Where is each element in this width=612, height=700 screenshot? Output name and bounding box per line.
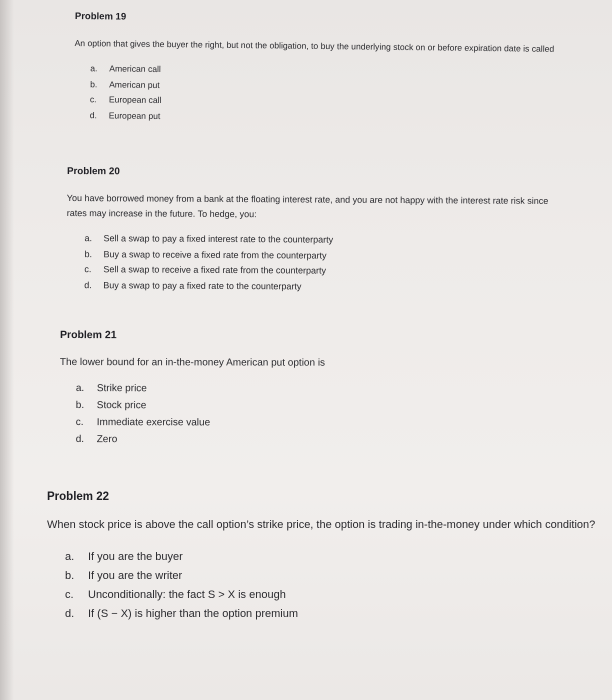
option-text: Sell a swap to receive a fixed rate from the counterparty [103,264,327,276]
option-letter: d. [65,608,75,620]
answer-option-d [65,605,597,624]
option-letter: c. [75,417,84,429]
option-text: Unconditionally: the fact S > X is enough [88,589,286,601]
problem-title: Problem 19 [74,11,127,23]
option-letter: a. [75,383,85,395]
problem-title: Problem 20 [66,166,120,178]
option-text: American call [109,63,161,75]
page-shadow [0,0,14,700]
option-letter: a. [90,63,98,74]
option-letter: b. [90,78,98,89]
option-text: Strike price [96,383,147,395]
problem-question: When stock price is above the call option’s strike price, the option is trading in-the-money under which condition? [47,519,596,531]
answer-option-b [65,567,597,586]
problem-title: Problem 21 [59,329,117,342]
option-letter: a. [65,551,75,563]
problem-title: Problem 22 [47,491,109,503]
answer-option-c [76,414,560,432]
option-text: If (S − X) is higher than the option premium [88,608,299,620]
answer-option-a [65,548,597,567]
option-text: If you are the writer [88,570,183,582]
answer-option-d [84,278,566,296]
problem-question: An option that gives the buyer the right, but not the obligation, to buy the underlying stock on or before expiration date is called [74,37,555,54]
answer-options [76,380,560,449]
option-text: American put [109,78,160,90]
problem-19 [74,11,575,129]
option-letter: d. [75,434,85,446]
problem-question: The lower bound for an in-the-money American put option is [59,356,326,369]
option-letter: b. [75,400,85,412]
option-letter: d. [84,279,92,290]
answer-options [84,231,566,296]
answer-options [90,61,575,129]
option-text: Sell a swap to pay a fixed interest rate to the counterparty [103,233,334,245]
problem-22 [47,491,597,624]
problem-20 [66,166,567,296]
option-text: European put [108,109,161,121]
option-text: Immediate exercise value [96,417,211,429]
option-letter: c. [84,264,92,275]
answer-options [65,548,597,624]
answer-option-a [76,380,560,398]
option-letter: d. [89,109,97,120]
option-letter: c. [89,94,97,105]
option-text: European call [108,94,162,106]
answer-option-c [65,586,597,605]
option-text: Stock price [96,400,147,412]
option-text: Buy a swap to pay a fixed rate to the counterparty [103,279,302,291]
option-letter: b. [84,248,93,259]
option-letter: c. [65,589,74,601]
answer-option-d [76,431,560,449]
option-letter: b. [65,570,75,582]
problem-question: You have borrowed money from a bank at the floating interest rate, and you are not happy with the interest rate risk since rates may increase in the future. To hedge, you: [66,192,549,220]
option-text: Buy a swap to receive a fixed rate from the counterparty [103,248,327,261]
option-text: Zero [96,434,118,446]
option-text: If you are the buyer [88,551,183,563]
answer-option-b [76,397,560,415]
problem-21 [60,329,560,449]
option-letter: a. [84,233,93,244]
